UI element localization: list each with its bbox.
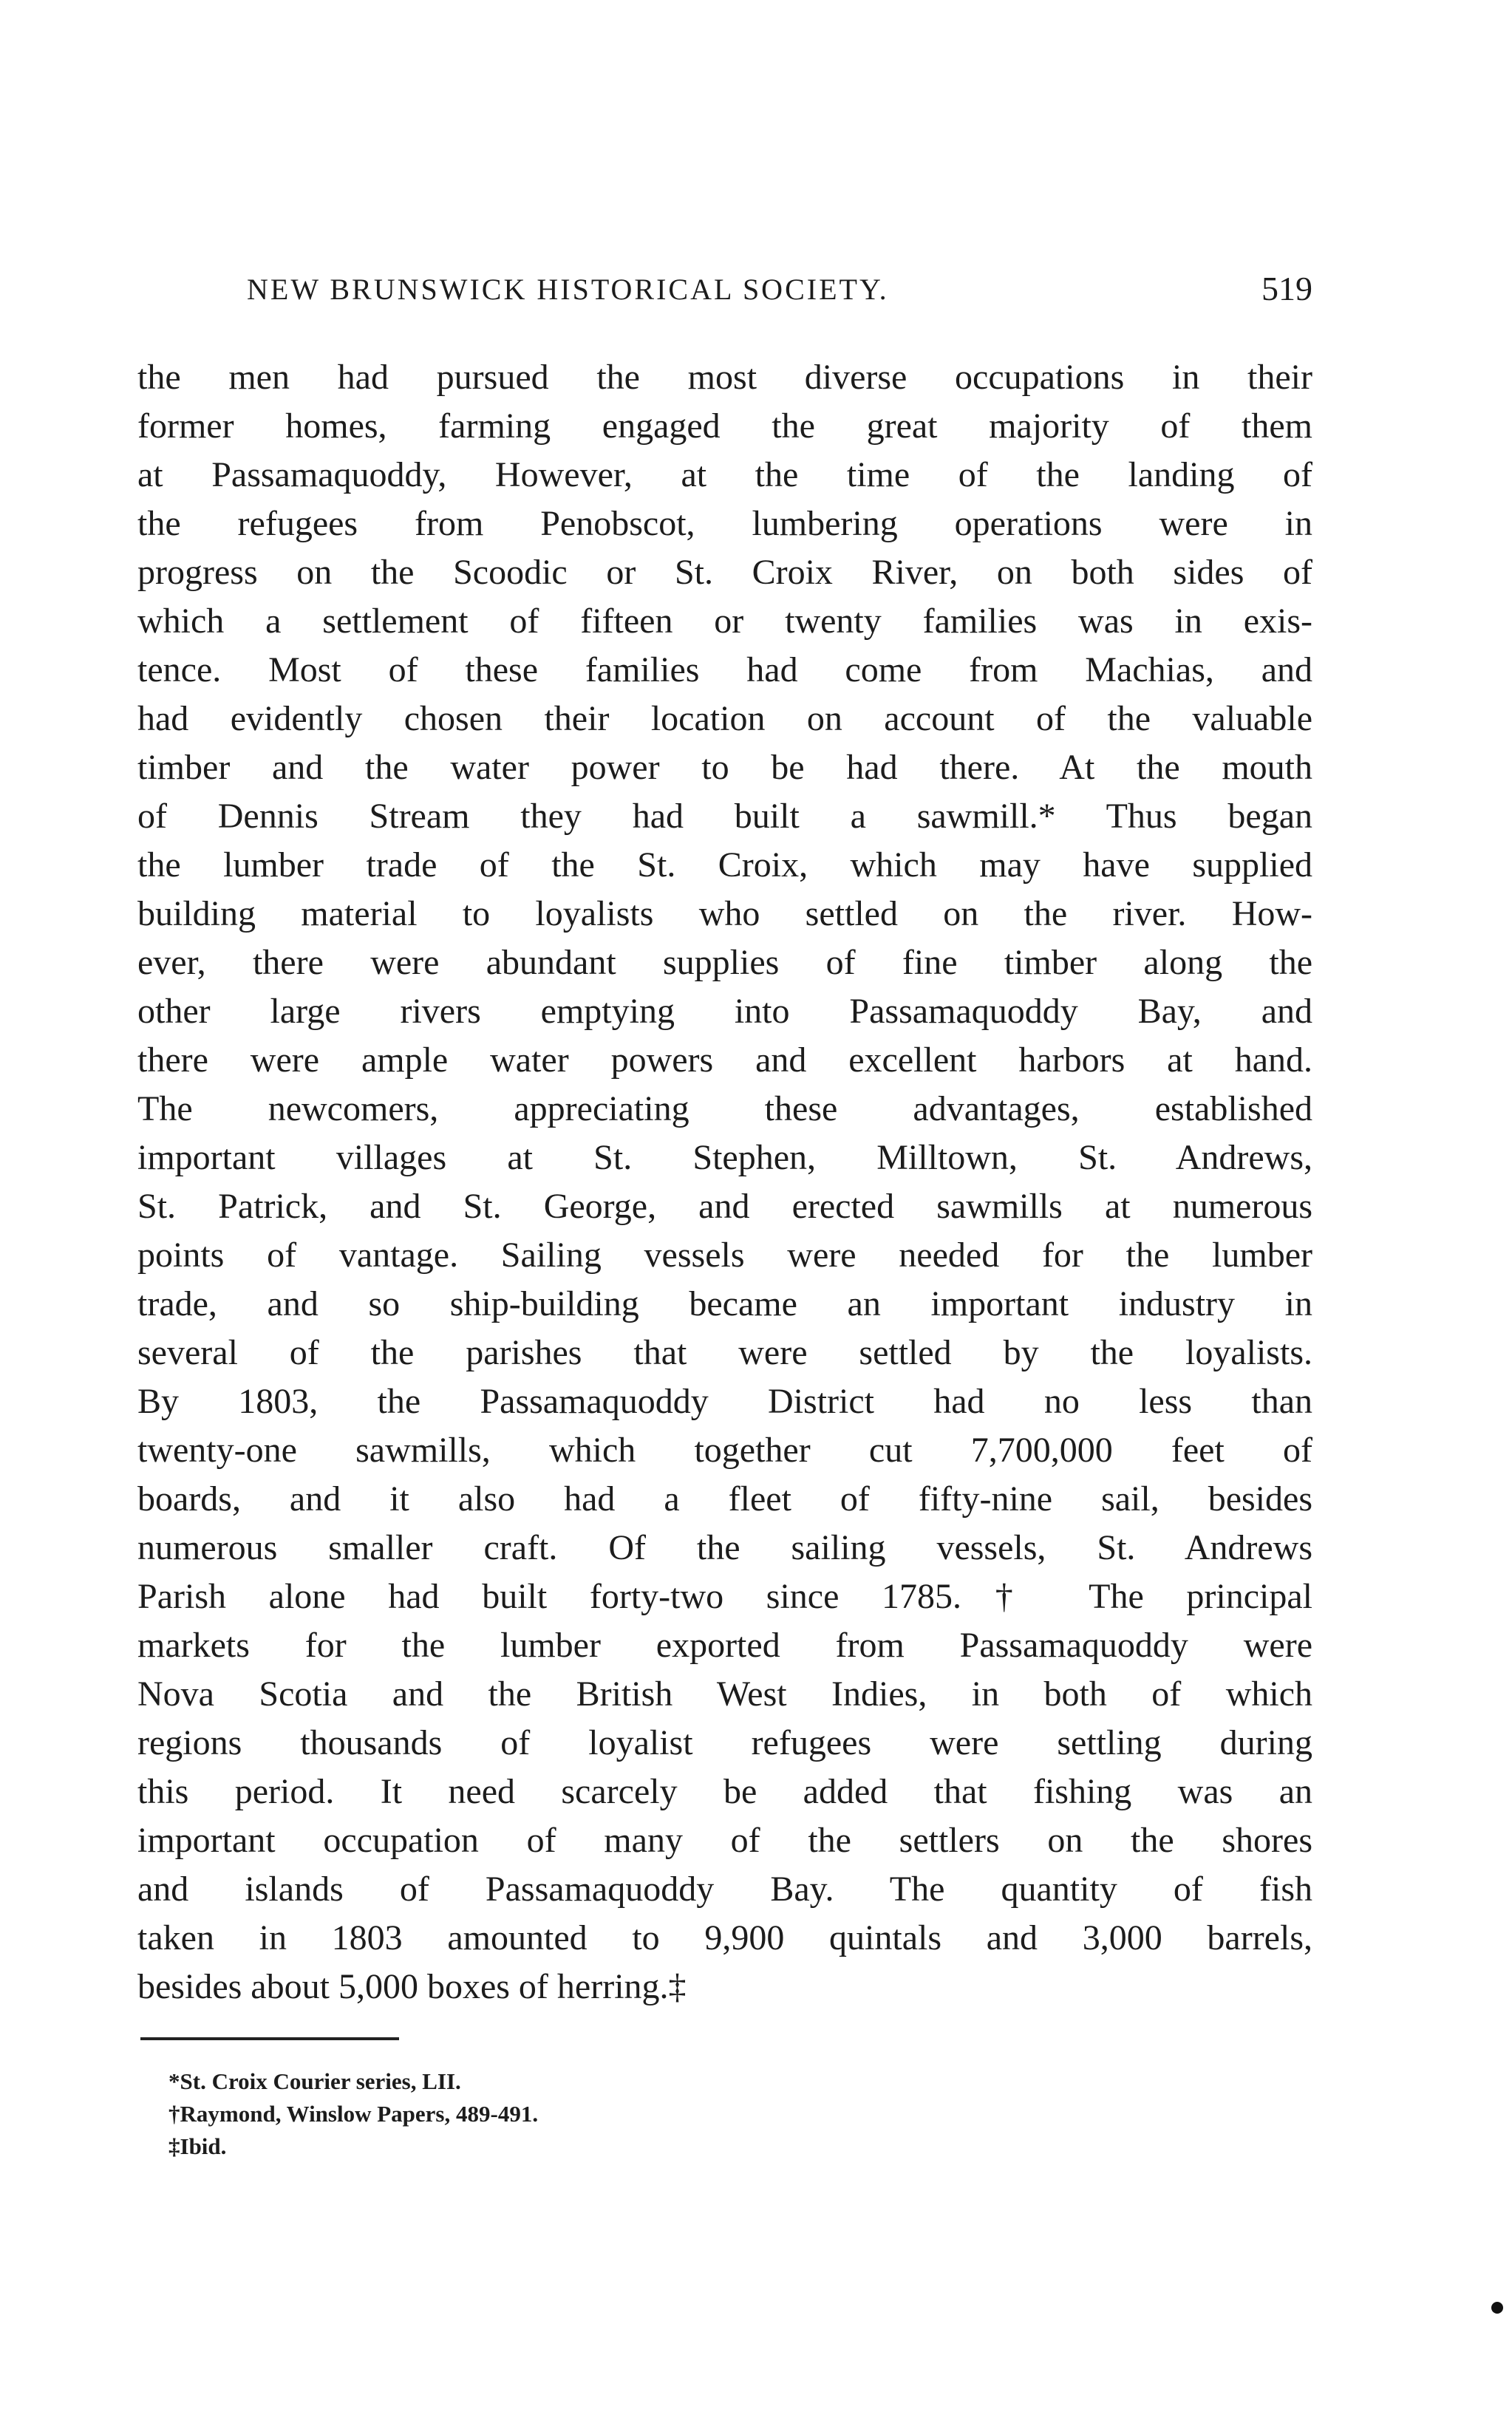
text-line: taken in 1803 amounted to 9,900 quintals and 3,000 barrels,: [137, 1918, 1312, 1957]
text-line: boards, and it also had a fleet of fifty-nine sail, besides: [137, 1479, 1312, 1519]
text-line: Nova Scotia and the British West Indies, in both of which: [137, 1674, 1312, 1714]
footnote: †Raymond, Winslow Papers, 489-491.: [168, 2101, 539, 2127]
text-line: building material to loyalists who settled on the river. How-: [137, 894, 1312, 933]
text-line: timber and the water power to be had there. At the mouth: [137, 748, 1312, 787]
text-line: progress on the Scoodic or St. Croix River, on both sides of: [137, 553, 1312, 592]
text-line: the refugees from Penobscot, lumbering operations were in: [137, 504, 1312, 543]
text-line: ever, there were abundant supplies of fine timber along the: [137, 943, 1312, 982]
text-line: points of vantage. Sailing vessels were needed for the lumber: [137, 1236, 1312, 1275]
text-line: numerous smaller craft. Of the sailing vessels, St. Andrews: [137, 1528, 1312, 1567]
text-line: regions thousands of loyalist refugees were settling during: [137, 1723, 1312, 1762]
text-line: St. Patrick, and St. George, and erected sawmills at numerous: [137, 1187, 1312, 1226]
text-line: of Dennis Stream they had built a sawmill.* Thus began: [137, 797, 1312, 836]
scan-speck: [1491, 2302, 1503, 2314]
text-line: tence. Most of these families had come from Machias, and: [137, 650, 1312, 689]
text-line: besides about 5,000 boxes of herring.‡: [137, 1967, 687, 2006]
text-line: the lumber trade of the St. Croix, which may have supplied: [137, 845, 1312, 885]
text-line: By 1803, the Passamaquoddy District had no less than: [137, 1382, 1312, 1421]
body-text: [137, 353, 1312, 2011]
running-head: [137, 272, 1312, 316]
text-line: had evidently chosen their location on account of the valuable: [137, 699, 1312, 738]
text-line: there were ample water powers and excellent harbors at hand.: [137, 1040, 1312, 1080]
text-line: this period. It need scarcely be added that fishing was an: [137, 1772, 1312, 1811]
text-line: several of the parishes that were settled by the loyalists.: [137, 1333, 1312, 1372]
text-line: at Passamaquoddy, However, at the time of the landing of: [137, 455, 1312, 494]
text-line: Parish alone had built forty-two since 1785.† The principal: [137, 1577, 1312, 1616]
text-line: markets for the lumber exported from Passamaquoddy were: [137, 1626, 1312, 1665]
footnotes: [168, 2065, 1055, 2163]
text-line: trade, and so ship-building became an important industry in: [137, 1284, 1312, 1323]
footnote: *St. Croix Courier series, LII.: [168, 2068, 461, 2094]
text-line: important occupation of many of the settlers on the shores: [137, 1821, 1312, 1860]
text-line: and islands of Passamaquoddy Bay. The quantity of fish: [137, 1870, 1312, 1909]
text-line: twenty-one sawmills, which together cut 7,700,000 feet of: [137, 1431, 1312, 1470]
text-line: The newcomers, appreciating these advantages, established: [137, 1089, 1312, 1128]
text-line: other large rivers emptying into Passamaquoddy Bay, and: [137, 992, 1312, 1031]
text-line: which a settlement of fifteen or twenty families was in exis-: [137, 602, 1312, 641]
page-number: 519: [1261, 270, 1312, 307]
footnote: ‡Ibid.: [168, 2133, 227, 2159]
running-title: NEW BRUNSWICK HISTORICAL SOCIETY.: [247, 273, 889, 306]
text-line: important villages at St. Stephen, Milltown, St. Andrews,: [137, 1138, 1312, 1177]
footnote-rule: [140, 2037, 399, 2040]
text-line: the men had pursued the most diverse occupations in their: [137, 358, 1312, 397]
text-line: former homes, farming engaged the great majority of them: [137, 406, 1312, 446]
